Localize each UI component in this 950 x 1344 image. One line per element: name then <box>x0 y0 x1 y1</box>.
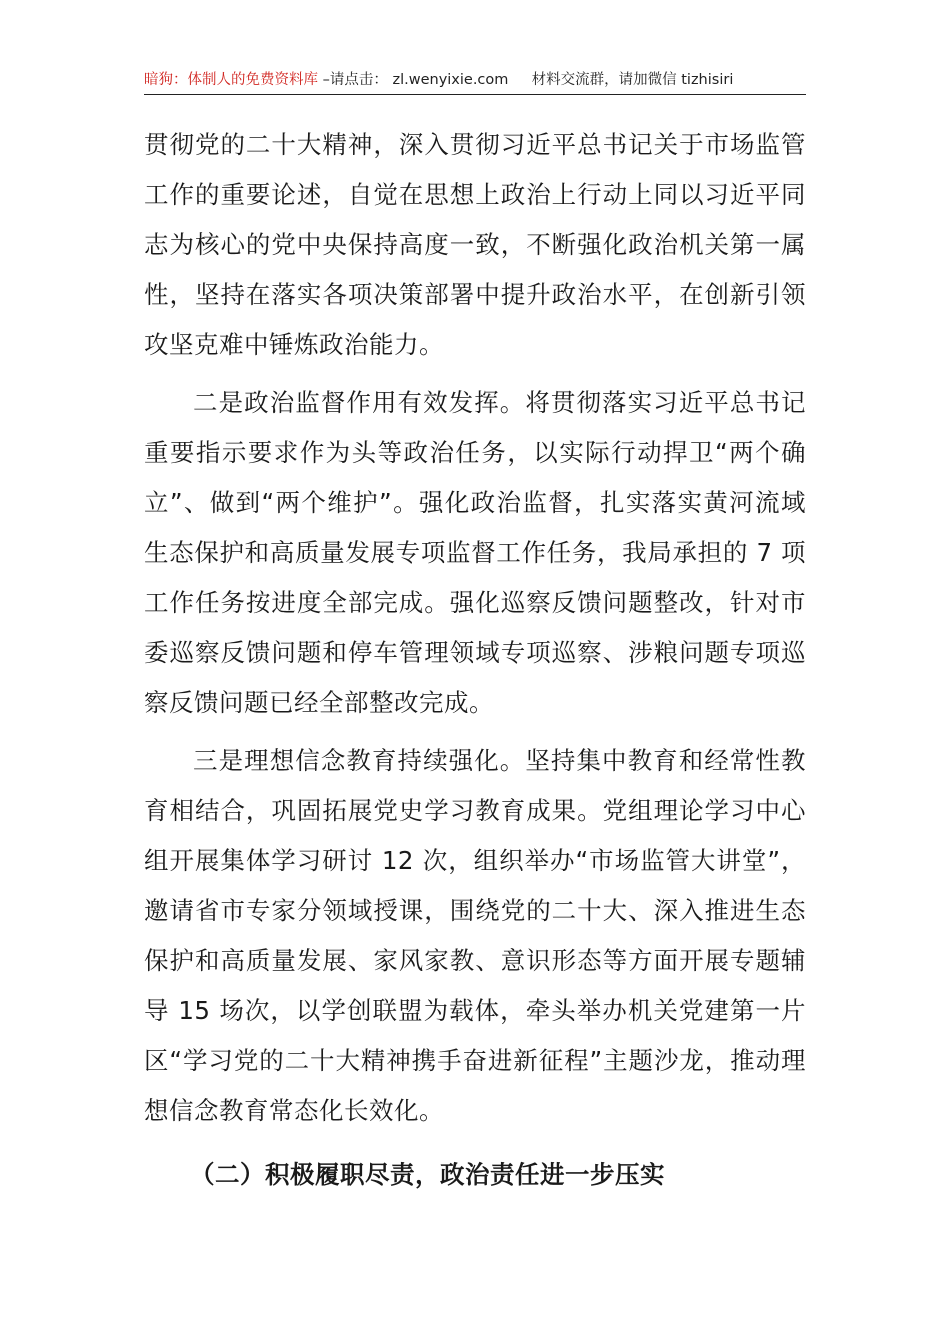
paragraph-continuation: 贯彻党的二十大精神，深入贯彻习近平总书记关于市场监管工作的重要论述，自觉在思想上政治上行动上同以习近平同志为核心的党中央保持高度一致，不断强化政治机关第一属性，坚持在落实各项决策部署中提升政治水平，在创新引领攻坚克难中锤炼政治能力。 <box>144 130 806 359</box>
header-prompt: –请点击： <box>322 72 388 88</box>
header-url-link[interactable]: zl.wenyixie.com <box>392 72 509 88</box>
header-brand: 暗狗：体制人的免费资料库 <box>144 72 318 88</box>
paragraph-ideals-education: 三是理想信念教育持续强化。坚持集中教育和经常性教育相结合，巩固拓展党史学习教育成果。党组理论学习中心组开展集体学习研讨 12 次，组织举办“市场监管大讲堂”，邀请省市专家分领域授课，围绕党的二十大、深入推进生态保护和高质量发展、家风家教、意识形态等方面开展专题辅导 15 场次，以学创联盟为载体，牵头举办机关党建第一片区“学习党的二十大精神携手奋进新征程”主题沙龙，推动理想信念教育常态化长效化。 <box>144 746 806 1125</box>
paragraph-political-supervision: 二是政治监督作用有效发挥。将贯彻落实习近平总书记重要指示要求作为头等政治任务，以实际行动捍卫“两个确立”、做到“两个维护”。强化政治监督，扎实落实黄河流域生态保护和高质量发展专项监督工作任务，我局承担的 7 项工作任务按进度全部完成。强化巡察反馈问题整改，针对市委巡察反馈问题和停车管理领域专项巡察、涉粮问题专项巡察反馈问题已经全部整改完成。 <box>144 388 806 717</box>
document-body <box>144 120 806 1200</box>
section-heading: （二）积极履职尽责，政治责任进一步压实 <box>190 1160 665 1189</box>
page-header <box>144 66 806 95</box>
header-wechat-note: 材料交流群，请加微信 tizhisiri <box>531 72 734 88</box>
